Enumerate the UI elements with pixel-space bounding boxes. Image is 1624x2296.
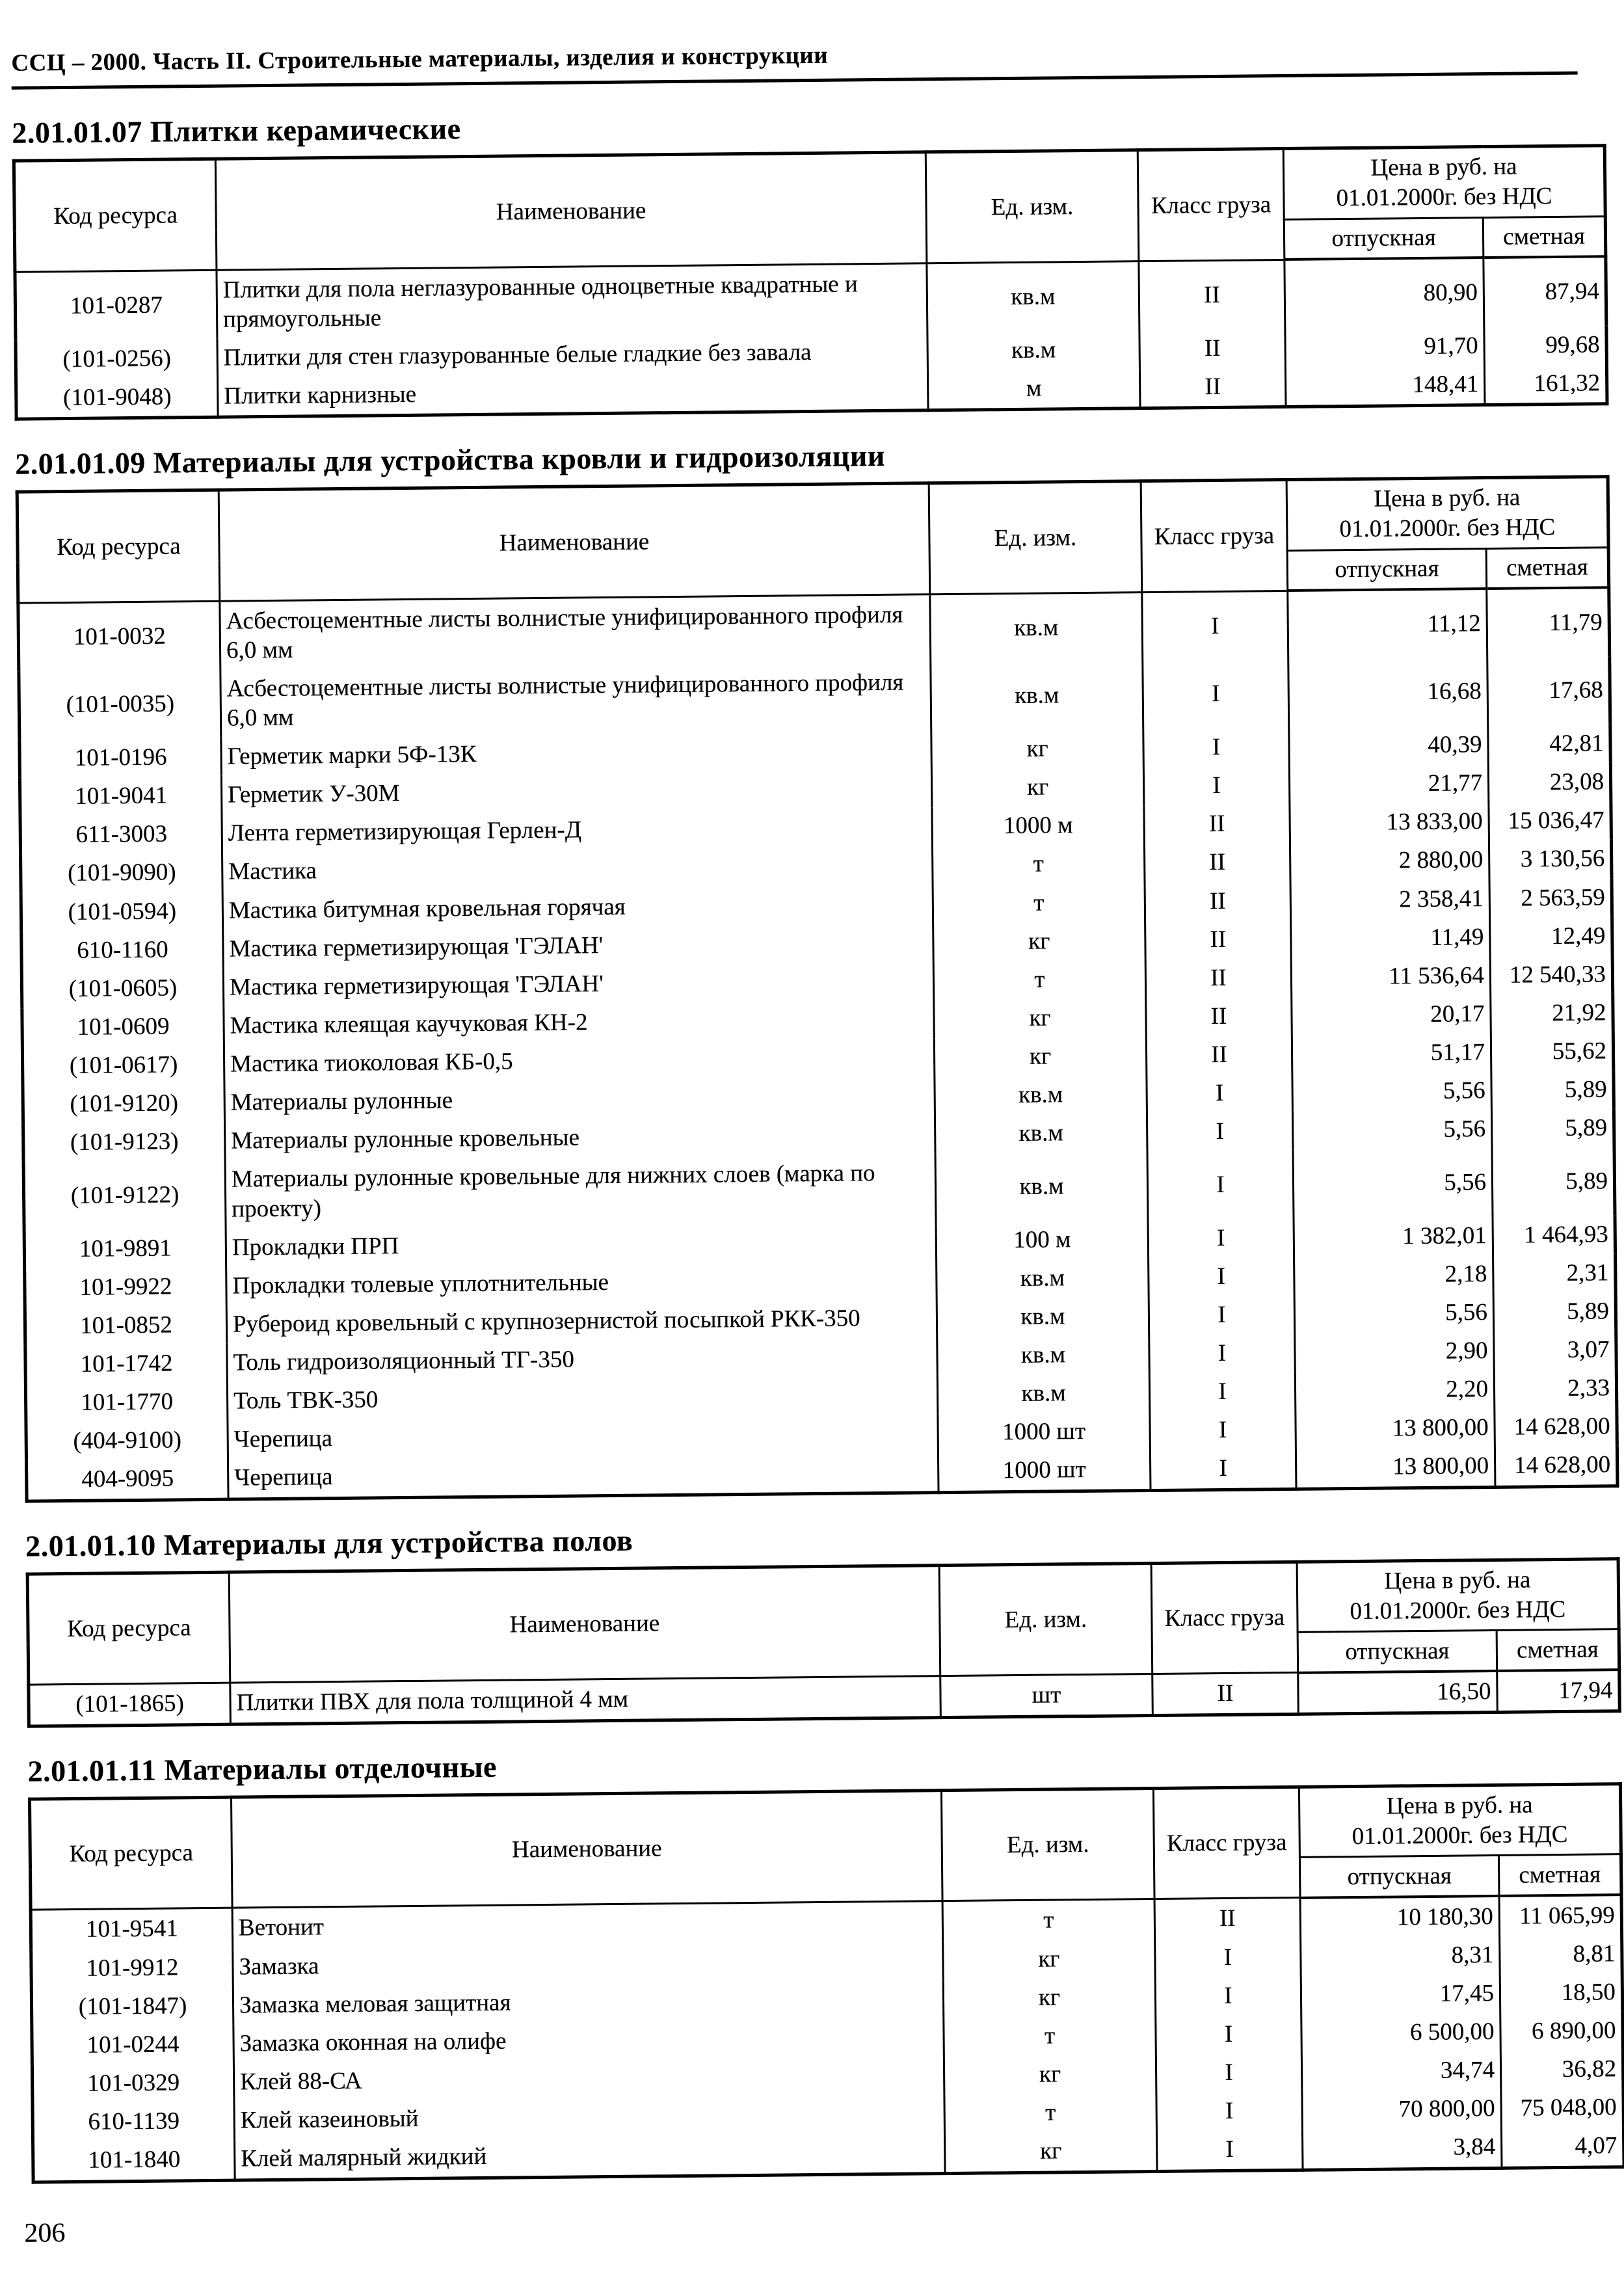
- resource-name: Плитки ПВХ для пола толщиной 4 мм: [230, 1676, 941, 1724]
- price-smeta: 55,62: [1491, 1032, 1614, 1071]
- col-header-smeta: сметная: [1486, 547, 1609, 589]
- price-otpusk: 16,50: [1298, 1670, 1498, 1714]
- resource-code: (101-1847): [31, 1986, 233, 2026]
- cargo-class: II: [1139, 260, 1285, 330]
- resource-code: (101-9122): [23, 1160, 226, 1230]
- cargo-class: II: [1139, 328, 1286, 368]
- resource-code: (101-0594): [21, 891, 223, 931]
- resource-name: Черепица: [228, 1413, 938, 1459]
- cargo-class: II: [1154, 1897, 1301, 1938]
- col-header-otpusk: отпускная: [1298, 1630, 1497, 1672]
- cargo-class: II: [1139, 367, 1286, 408]
- col-header-unit: Ед. изм.: [939, 1563, 1152, 1676]
- cargo-class: I: [1149, 1372, 1296, 1411]
- col-header-name: Наименование: [215, 152, 927, 270]
- cargo-class: II: [1145, 920, 1292, 959]
- resource-name: Ветонит: [232, 1901, 943, 1948]
- resource-name: Плитки для пола неглазурованные одноцветные квадратные и прямоугольные: [217, 263, 927, 338]
- price-smeta: 5,89: [1491, 1070, 1614, 1110]
- resource-name: Мастика клеящая каучуковая КН-2: [224, 1000, 935, 1045]
- resource-unit: кв.м: [927, 330, 1140, 370]
- resource-name: Мастика герметизирующая 'ГЭЛАН': [223, 961, 934, 1007]
- col-header-code: Код ресурса: [17, 490, 220, 602]
- resource-name: Замазка меловая защитная: [233, 1979, 944, 2025]
- resource-name: Замазка: [233, 1941, 944, 1986]
- price-header-line2: 01.01.2000г. без НДС: [1339, 514, 1556, 543]
- price-otpusk: 2 358,41: [1290, 879, 1490, 919]
- resource-unit: кг: [931, 767, 1144, 807]
- resource-name: Толь гидроизоляционный ТГ-350: [227, 1337, 938, 1382]
- cargo-class: I: [1147, 1112, 1293, 1151]
- price-otpusk: 70 800,00: [1302, 2089, 1502, 2129]
- col-header-code: Код ресурса: [27, 1572, 230, 1685]
- resource-unit: кг: [934, 1036, 1147, 1076]
- cargo-class: II: [1146, 1035, 1292, 1075]
- price-otpusk: 17,45: [1301, 1974, 1500, 2014]
- resource-unit: т: [933, 883, 1145, 923]
- resource-unit: кг: [933, 921, 1146, 961]
- cargo-class: I: [1143, 660, 1289, 728]
- cargo-class: I: [1142, 591, 1288, 661]
- col-header-cargo-class: Класс груза: [1151, 1562, 1298, 1674]
- resource-code: (101-0605): [21, 968, 224, 1008]
- col-header-smeta: сметная: [1498, 1854, 1621, 1896]
- cargo-class: I: [1156, 2053, 1302, 2092]
- resource-name: Клей казеиновый: [234, 2094, 945, 2140]
- resource-unit: кв.м: [931, 661, 1143, 730]
- resource-unit: кв.м: [937, 1335, 1150, 1375]
- price-otpusk: 11,49: [1291, 918, 1491, 958]
- resource-code: 101-0852: [25, 1305, 227, 1346]
- price-smeta: 75 048,00: [1501, 2088, 1624, 2128]
- cargo-class: I: [1150, 1410, 1296, 1450]
- price-header-line1: Цена в руб. на: [1374, 484, 1521, 513]
- resource-unit: кг: [944, 2054, 1156, 2094]
- resource-code: 101-0609: [22, 1007, 224, 1047]
- resource-unit: кв.м: [927, 261, 1139, 332]
- col-header-cargo-class: Класс груза: [1153, 1787, 1300, 1899]
- price-otpusk: 11,12: [1288, 589, 1487, 660]
- price-smeta: 2,31: [1493, 1253, 1616, 1293]
- resource-name: Рубероид кровельный с крупнозернистой посыпкой РКК-350: [226, 1298, 937, 1344]
- col-header-otpusk: отпускная: [1287, 548, 1487, 591]
- resource-unit: 1000 м: [932, 805, 1145, 846]
- col-header-otpusk: отпускная: [1299, 1856, 1499, 1898]
- price-otpusk: 91,70: [1285, 327, 1485, 367]
- resource-code: (101-9120): [23, 1084, 225, 1124]
- price-otpusk: 10 180,30: [1300, 1896, 1500, 1938]
- price-header-line1: Цена в руб. на: [1384, 1566, 1531, 1595]
- price-smeta: 18,50: [1500, 1973, 1623, 2012]
- price-smeta: 5,89: [1492, 1147, 1615, 1216]
- col-header-otpusk: отпускная: [1284, 217, 1484, 260]
- cargo-class: I: [1155, 1976, 1301, 2016]
- resource-unit: кв.м: [937, 1296, 1149, 1337]
- price-smeta: 1 464,93: [1493, 1215, 1616, 1255]
- price-smeta: 6 890,00: [1500, 2011, 1623, 2051]
- col-header-price: [1283, 146, 1605, 219]
- resource-unit: кв.м: [935, 1075, 1147, 1115]
- price-smeta: 23,08: [1488, 762, 1611, 802]
- col-header-cargo-class: Класс груза: [1141, 479, 1288, 592]
- cargo-class: II: [1145, 881, 1291, 920]
- resource-code: 610-1160: [21, 929, 224, 970]
- resource-code: 101-0196: [20, 738, 222, 778]
- price-otpusk: 2 880,00: [1290, 840, 1489, 881]
- resource-name: Толь ТВК-350: [227, 1375, 938, 1421]
- price-smeta: 4,07: [1501, 2126, 1624, 2167]
- cargo-class: I: [1150, 1448, 1296, 1490]
- price-smeta: 99,68: [1484, 325, 1607, 365]
- resource-unit: кв.м: [935, 1151, 1148, 1221]
- resource-name: Прокладки ПРП: [226, 1221, 937, 1267]
- cargo-class: I: [1156, 2091, 1303, 2131]
- resource-name: Мастика: [222, 846, 933, 892]
- price-smeta: 15 036,47: [1489, 801, 1612, 840]
- cargo-class: I: [1148, 1218, 1294, 1258]
- col-header-price: [1297, 1558, 1619, 1632]
- resource-code: (101-9090): [21, 853, 223, 893]
- price-otpusk: 51,17: [1292, 1033, 1491, 1073]
- resource-unit: кг: [943, 1977, 1156, 2018]
- resource-unit: кг: [931, 728, 1144, 769]
- resource-code: 101-9922: [25, 1266, 227, 1307]
- price-smeta: 87,94: [1484, 256, 1606, 327]
- col-header-name: Наименование: [219, 483, 930, 601]
- resource-code: (101-9123): [23, 1122, 226, 1162]
- col-header-name: Наименование: [229, 1565, 940, 1683]
- price-smeta: 14 628,00: [1495, 1446, 1617, 1487]
- resource-code: 101-9541: [31, 1908, 233, 1949]
- price-table: [16, 475, 1619, 1502]
- cargo-class: I: [1156, 2129, 1303, 2171]
- price-header-line2: 01.01.2000г. без НДС: [1336, 183, 1552, 212]
- cargo-class: I: [1149, 1333, 1296, 1373]
- price-otpusk: 13 800,00: [1296, 1408, 1495, 1448]
- resource-unit: 1000 шт: [938, 1450, 1151, 1492]
- col-header-unit: Ед. изм.: [925, 150, 1139, 263]
- resource-name: Герметик марки 5Ф-13К: [221, 730, 932, 776]
- resource-name: Черепица: [228, 1452, 938, 1499]
- page-number: 206: [24, 2218, 66, 2249]
- cargo-class: II: [1146, 996, 1292, 1036]
- resource-code: 611-3003: [20, 814, 222, 855]
- resource-unit: кг: [934, 998, 1147, 1038]
- cargo-class: II: [1144, 804, 1290, 844]
- resource-code: (101-1865): [29, 1683, 231, 1726]
- cargo-class: I: [1156, 2014, 1302, 2054]
- resource-code: 101-0244: [32, 2025, 234, 2065]
- price-otpusk: 16,68: [1288, 658, 1488, 727]
- price-smeta: 2,33: [1494, 1368, 1617, 1408]
- resource-code: 101-0329: [32, 2063, 234, 2103]
- resource-code: (101-0617): [22, 1045, 224, 1086]
- price-otpusk: 5,56: [1292, 1071, 1492, 1112]
- resource-unit: т: [944, 2092, 1157, 2133]
- col-header-cargo-class: Класс груза: [1138, 148, 1285, 261]
- resource-name: Лента герметизирующая Герлен-Д: [222, 807, 933, 853]
- resource-name: Плитки карнизные: [218, 370, 929, 417]
- col-header-unit: Ед. изм.: [929, 481, 1142, 594]
- cargo-class: I: [1143, 766, 1290, 805]
- resource-unit: кв.м: [937, 1258, 1149, 1298]
- col-header-smeta: сметная: [1497, 1629, 1619, 1671]
- price-otpusk: 11 536,64: [1291, 956, 1491, 996]
- resource-unit: м: [927, 368, 1140, 410]
- resource-name: Асбестоцементные листы волнистые унифицированного профиля 6,0 мм: [220, 594, 931, 669]
- resource-code: 101-0032: [18, 601, 220, 672]
- resource-code: 101-0287: [15, 270, 217, 341]
- resource-name: Материалы рулонные кровельные для нижних слоев (марка по проекту): [225, 1154, 936, 1229]
- section-title: 2.01.01.11 Материалы отделочные: [27, 1750, 498, 1788]
- resource-unit: т: [933, 959, 1146, 1000]
- col-header-price: [1286, 477, 1608, 550]
- resource-name: Прокладки толевые уплотнительные: [226, 1260, 937, 1305]
- price-smeta: 14 628,00: [1495, 1407, 1617, 1447]
- price-otpusk: 34,74: [1301, 2051, 1501, 2091]
- resource-code: 101-1840: [33, 2140, 235, 2182]
- resource-unit: кг: [944, 2131, 1157, 2173]
- resource-code: (101-0035): [19, 669, 221, 739]
- resource-unit: т: [944, 2016, 1156, 2056]
- price-otpusk: 6 500,00: [1301, 2012, 1501, 2053]
- resource-name: Герметик У-30М: [221, 769, 932, 814]
- resource-code: (101-9048): [16, 377, 219, 420]
- cargo-class: I: [1143, 727, 1290, 767]
- price-smeta: 5,89: [1491, 1108, 1614, 1148]
- resource-code: 404-9095: [26, 1459, 228, 1501]
- cargo-class: II: [1152, 1672, 1299, 1715]
- price-smeta: 21,92: [1491, 993, 1614, 1033]
- resource-code: 610-1139: [33, 2102, 235, 2142]
- col-header-name: Наименование: [231, 1790, 942, 1908]
- resource-code: 101-1770: [25, 1382, 228, 1422]
- cargo-class: I: [1149, 1257, 1295, 1296]
- col-header-smeta: сметная: [1483, 216, 1606, 258]
- cargo-class: I: [1147, 1073, 1293, 1113]
- price-smeta: 12,49: [1490, 916, 1613, 956]
- col-header-code: Код ресурса: [14, 159, 217, 271]
- price-otpusk: 13 833,00: [1290, 802, 1489, 842]
- section-title: 2.01.01.09 Материалы для устройства кровли и гидроизоляции: [15, 438, 886, 481]
- price-table: [26, 1557, 1621, 1728]
- price-otpusk: 80,90: [1285, 258, 1484, 328]
- resource-code: (101-0256): [16, 338, 218, 379]
- price-smeta: 17,68: [1487, 656, 1610, 725]
- page-header: ССЦ – 2000. Часть II. Строительные материалы, изделия и конструкции: [11, 34, 1577, 90]
- cargo-class: II: [1145, 958, 1292, 998]
- price-smeta: 161,32: [1484, 364, 1607, 405]
- cargo-class: I: [1155, 1938, 1301, 1977]
- resource-name: Материалы рулонные кровельные: [225, 1115, 936, 1160]
- resource-name: Мастика тиоколовая КБ-0,5: [224, 1038, 935, 1084]
- price-otpusk: 40,39: [1289, 725, 1489, 766]
- price-header-line1: Цена в руб. на: [1386, 1791, 1533, 1820]
- price-smeta: 3 130,56: [1489, 840, 1612, 879]
- resource-name: Клей 88-СА: [233, 2056, 944, 2102]
- col-header-code: Код ресурса: [29, 1797, 232, 1910]
- price-header-line2: 01.01.2000г. без НДС: [1351, 1821, 1568, 1850]
- resource-unit: кг: [943, 1939, 1156, 1979]
- price-otpusk: 8,31: [1301, 1936, 1500, 1976]
- resource-code: 101-9912: [31, 1947, 233, 1988]
- resource-name: Мастика битумная кровельная горячая: [222, 885, 933, 930]
- price-otpusk: 2,20: [1295, 1370, 1495, 1410]
- resource-unit: кв.м: [937, 1373, 1150, 1413]
- resource-unit: 100 м: [936, 1220, 1149, 1260]
- price-smeta: 5,89: [1493, 1292, 1616, 1331]
- price-otpusk: 21,77: [1289, 764, 1489, 804]
- resource-code: 101-9891: [24, 1228, 226, 1268]
- resource-unit: шт: [940, 1674, 1153, 1718]
- resource-name: Плитки для стен глазурованные белые гладкие без завала: [217, 332, 928, 377]
- resource-unit: кв.м: [935, 1113, 1147, 1153]
- resource-unit: т: [942, 1899, 1155, 1941]
- resource-name: Клей малярный жидкий: [235, 2133, 946, 2180]
- price-smeta: 12 540,33: [1490, 955, 1613, 994]
- price-otpusk: 2,18: [1294, 1255, 1494, 1295]
- price-otpusk: 3,84: [1302, 2128, 1502, 2170]
- price-smeta: 11,79: [1487, 587, 1610, 658]
- price-otpusk: 2,90: [1295, 1331, 1495, 1372]
- price-otpusk: 13 800,00: [1296, 1447, 1495, 1489]
- resource-name: Асбестоцементные листы волнистые унифицированного профиля 6,0 мм: [220, 663, 931, 738]
- price-table: [28, 1782, 1624, 2183]
- section-title: 2.01.01.07 Плитки керамические: [12, 112, 461, 150]
- resource-code: (404-9100): [26, 1421, 228, 1461]
- price-table: [12, 144, 1609, 421]
- resource-code: 101-1742: [25, 1344, 228, 1384]
- section-title: 2.01.01.10 Материалы для устройства полов: [25, 1523, 633, 1563]
- cargo-class: II: [1144, 842, 1290, 882]
- price-otpusk: 1 382,01: [1294, 1216, 1493, 1257]
- price-smeta: 36,82: [1500, 2049, 1623, 2089]
- cargo-class: I: [1147, 1150, 1294, 1219]
- price-otpusk: 5,56: [1294, 1293, 1494, 1333]
- price-smeta: 11 065,99: [1499, 1895, 1622, 1936]
- price-smeta: 8,81: [1500, 1934, 1623, 1974]
- resource-unit: кв.м: [930, 592, 1143, 663]
- price-otpusk: 5,56: [1293, 1148, 1493, 1218]
- resource-unit: т: [932, 844, 1145, 884]
- price-otpusk: 148,41: [1285, 365, 1485, 407]
- cargo-class: I: [1149, 1295, 1295, 1335]
- col-header-unit: Ед. изм.: [941, 1788, 1154, 1901]
- resource-code: 101-9041: [20, 776, 222, 816]
- price-otpusk: 20,17: [1292, 994, 1491, 1035]
- resource-name: Замазка оконная на олифе: [233, 2018, 944, 2063]
- col-header-price: [1299, 1783, 1621, 1857]
- price-smeta: 17,94: [1497, 1670, 1620, 1712]
- price-otpusk: 5,56: [1292, 1110, 1492, 1150]
- price-smeta: 3,07: [1494, 1330, 1617, 1370]
- price-smeta: 2 563,59: [1489, 878, 1612, 918]
- resource-name: Материалы рулонные: [224, 1076, 935, 1122]
- resource-unit: 1000 шт: [938, 1411, 1151, 1452]
- resource-name: Мастика герметизирующая 'ГЭЛАН': [223, 923, 934, 968]
- price-header-line2: 01.01.2000г. без НДС: [1350, 1595, 1566, 1625]
- price-smeta: 42,81: [1488, 724, 1611, 764]
- price-header-line1: Цена в руб. на: [1370, 153, 1517, 181]
